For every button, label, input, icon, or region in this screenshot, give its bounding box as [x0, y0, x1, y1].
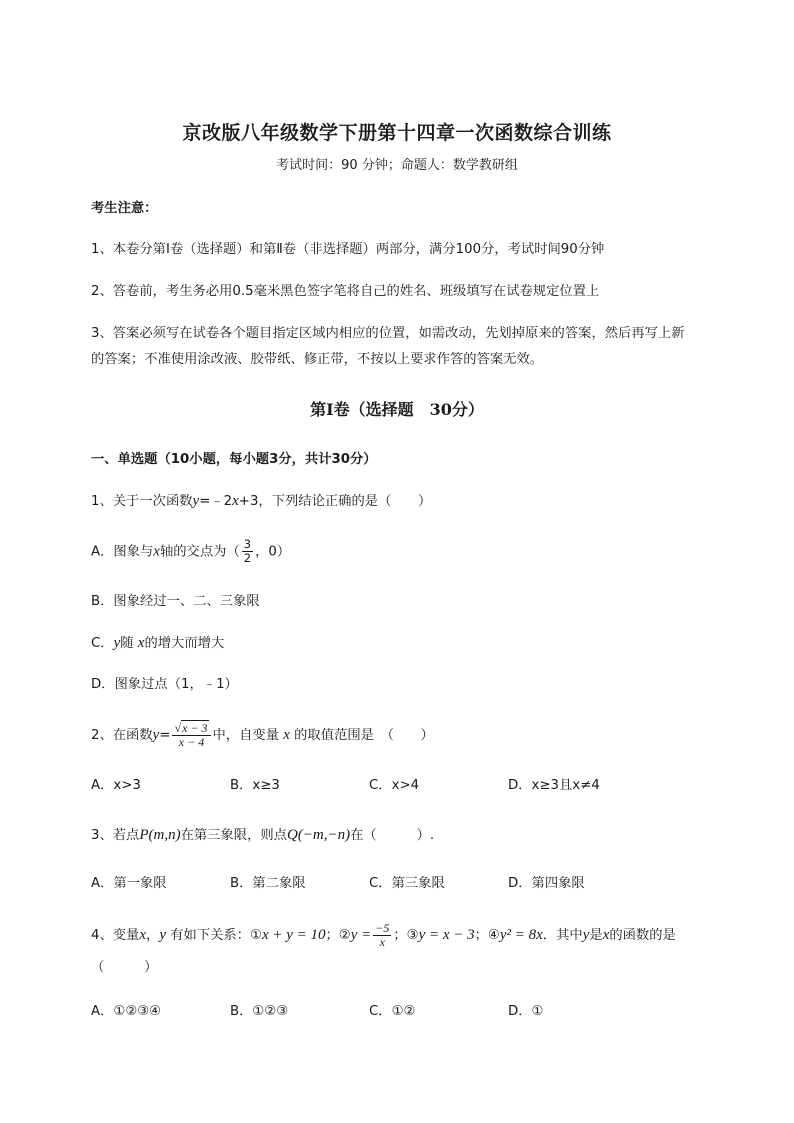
question-3-option-c: C．第三象限 [369, 876, 445, 891]
question-2-stem: 2、在函数y= $\frac{√x - 3}{x - 4}$ 中，自变量 x 的取值范围是 （ ） [91, 720, 434, 749]
question-3-option-d: D．第四象限 [508, 876, 585, 891]
notice-item-3: 3、答案必须写在试卷各个题目指定区域内相应的位置，如需改动，先划掉原来的答案，然后再写上新 [91, 326, 685, 341]
question-3-options [91, 875, 711, 893]
notice-heading: 考生注意： [91, 201, 158, 216]
question-1-option-d: D．图象过点（1，﹣1） [91, 677, 238, 692]
question-1-option-c: C．y随 x的增大而增大 [91, 635, 225, 651]
question-1-option-a: A．图象与x轴的交点为（ $\frac{3}{2}$ ，0） [91, 537, 291, 565]
section-heading: 一、单选题（10小题，每小题3分，共计30分） [91, 452, 377, 467]
question-4-option-d: D．① [508, 1004, 544, 1019]
question-3-option-b: B．第二象限 [230, 876, 306, 891]
question-2-option-b: B．x≥3 [230, 778, 280, 793]
question-1-option-b: B．图象经过一、二、三象限 [91, 594, 260, 609]
document-title: 京改版八年级数学下册第十四章一次函数综合训练 [182, 122, 612, 144]
notice-item-1: 1、本卷分第Ⅰ卷（选择题）和第Ⅱ卷（非选择题）两部分，满分100分，考试时间90分钟 [91, 242, 605, 257]
notice-item-2: 2、答卷前，考生务必用0.5毫米黑色签字笔将自己的姓名、班级填写在试卷规定位置上 [91, 284, 600, 299]
document-subtitle: 考试时间：90 分钟；命题人：数学教研组 [276, 158, 518, 173]
question-1-stem: 1、关于一次函数y=﹣2x+3，下列结论正确的是（ ） [91, 493, 432, 509]
question-4-paren: （ ） [91, 960, 158, 975]
question-2-option-a: A．x>3 [91, 778, 141, 793]
question-3-stem: 3、若点P(m,n)在第三象限，则点Q(−m,−n)在（ ）. [91, 827, 435, 843]
question-4-options [91, 1003, 711, 1021]
notice-item-3-cont: 的答案；不准使用涂改液、胶带纸、修正带，不按以上要求作答的答案无效。 [91, 352, 544, 367]
part1-title: 第Ⅰ卷（选择题 30分） [310, 400, 484, 419]
question-2-option-d: D．x≥3且x≠4 [508, 778, 600, 793]
question-2-option-c: C．x>4 [369, 778, 420, 793]
question-4-option-b: B．①②③ [230, 1004, 289, 1019]
question-4-stem: 4、变量x，y 有如下关系：①x + y = 10；②y = $\frac{-5}{x}$ ；③y = x − 3；④y² = 8x．其中y是x的函数的是 [91, 920, 676, 949]
question-2-options [91, 777, 711, 795]
question-4-option-a: A．①②③④ [91, 1004, 162, 1019]
question-4-option-c: C．①② [369, 1004, 416, 1019]
question-3-option-a: A．第一象限 [91, 876, 167, 891]
